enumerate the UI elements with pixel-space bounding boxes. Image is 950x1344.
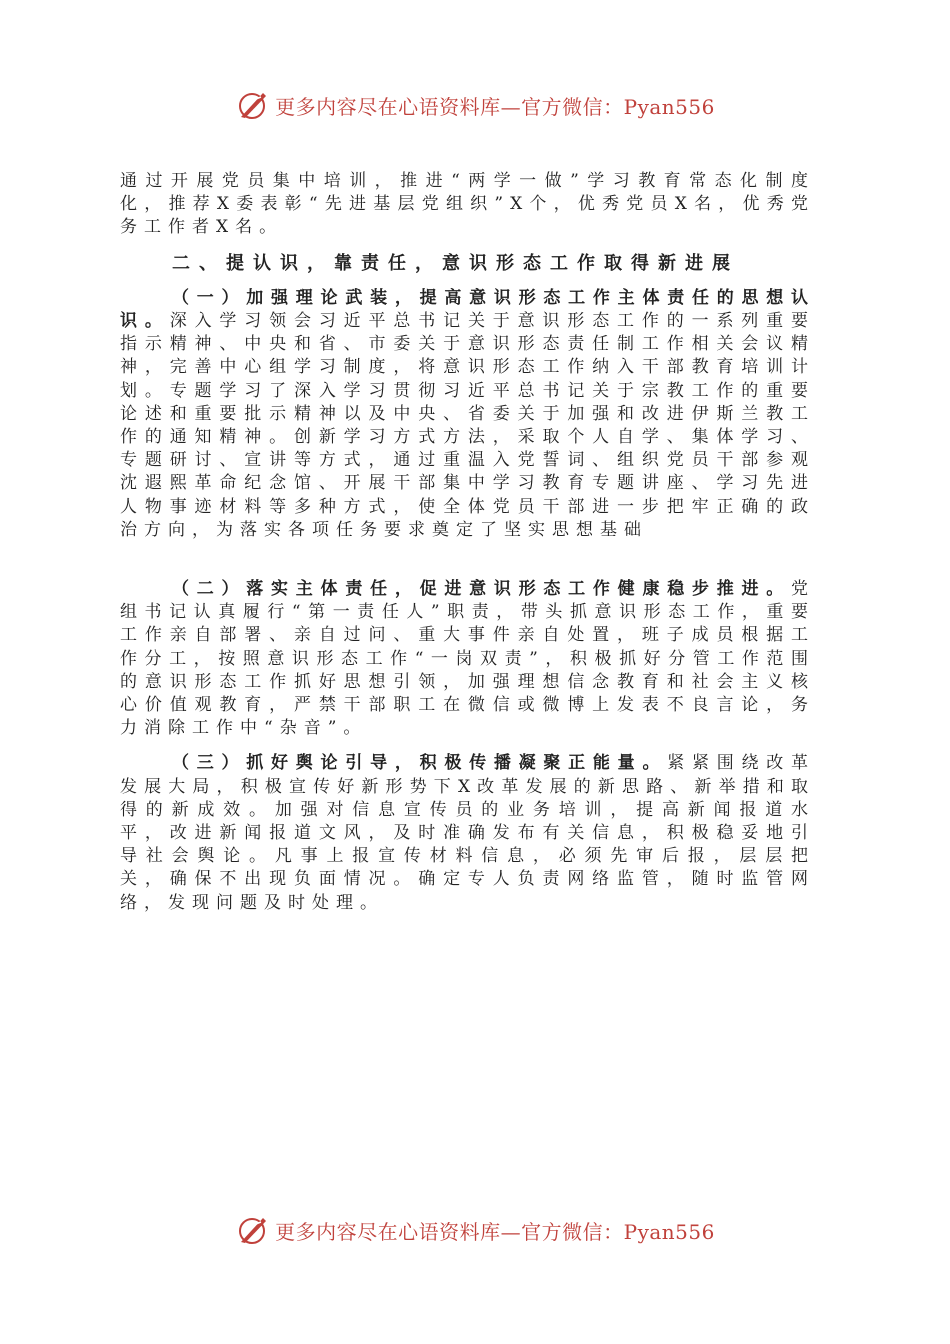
section-3-body: 紧紧围绕改革发展大局，积极宣传好新形势下X改革发展的新思路、新举措和取得的新成效。加强对信息宣传员的业务培训，提高新闻报道水平，改进新闻报道文风，及时准确发布有关信息，积极稳妥地引导社会舆论。凡事上报宣传材料信息，必须先审后报，层层把关，确保不出现负面情况。确定专人负责网络监管，随时监管网络，发现问题及时处理。 — [120, 753, 816, 913]
footer-banner-text: 更多内容尽在心语资料库—官方微信：Pyan556 — [275, 1219, 715, 1244]
quill-logo-icon — [235, 87, 271, 123]
paragraph-section-1 — [120, 287, 815, 542]
paragraph-section-2 — [120, 578, 815, 740]
document-body — [120, 170, 815, 915]
section-2-body: 党组书记认真履行“第一责任人”职责，带头抓意识形态工作，重要工作亲自部署、亲自过问、重大事件亲自处置，班子成员根据工作分工，按照意识形态工作“一岗双责”，积极抓好分管工作范围的意识形态工作抓好思想引领，加强理想信念教育和社会主义核心价值观教育，严禁干部职工在微信或微博上发表不良言论，务力消除工作中“杂音”。 — [120, 579, 815, 739]
paragraph-section-3 — [120, 752, 815, 914]
section-heading-2: 二、提认识，靠责任，意识形态工作取得新进展 — [172, 252, 739, 274]
section-1-title: （一）加强理论武装，提高意识形态工作主体责任的思想认识。 — [120, 287, 815, 332]
header-banner-text: 更多内容尽在心语资料库—官方微信：Pyan556 — [275, 94, 715, 119]
header-banner — [0, 85, 950, 125]
paragraph-training: 通过开展党员集中培训，推进“两学一做”学习教育常态化制度化，推荐X委表彰“先进基层党组织”X个，优秀党员X名，优秀党务工作者X名。 — [120, 171, 815, 238]
section-2-title: （二）落实主体责任，促进意识形态工作健康稳步推进。 — [172, 579, 791, 600]
section-1-body: 深入学习领会习近平总书记关于意识形态工作的一系列重要指示精神、中央和省、市委关于意识形态责任制工作相关会议精神，完善中心组学习制度，将意识形态工作纳入干部教育培训计划。专题学习了深入学习贯彻习近平总书记关于宗教工作的重要论述和重要批示精神以及中央、省委关于加强和改进伊斯兰教工作的通知精神。创新学习方式方法，采取个人自学、集体学习、专题研讨、宣讲等方式，通过重温入党誓词、组织党员干部参观沈遐熙革命纪念馆、开展干部集中学习教育专题讲座、学习先进人物事迹材料等多种方式，使全体党员干部进一步把牢正确的政治方向，为落实各项任务要求奠定了坚实思想基础 — [120, 311, 816, 540]
footer-banner — [0, 1210, 950, 1250]
quill-logo-icon — [235, 1212, 271, 1248]
section-3-title: （三）抓好舆论引导，积极传播凝聚正能量。 — [172, 753, 668, 774]
